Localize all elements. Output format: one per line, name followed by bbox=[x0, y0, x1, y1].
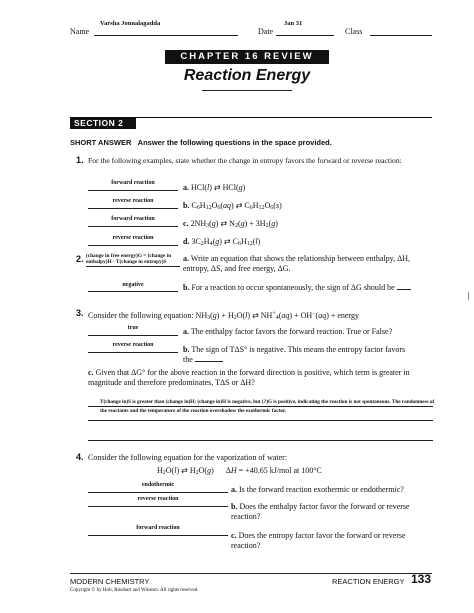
date-label: Date bbox=[258, 27, 274, 36]
class-label: Class bbox=[345, 27, 363, 36]
name-label: Name bbox=[70, 27, 90, 36]
q1-number: 1. bbox=[76, 155, 84, 165]
q2-number: 2. bbox=[76, 254, 84, 264]
q1b-item: b. C6H12O6(aq) ⇄ C6H12O6(s) bbox=[183, 201, 282, 211]
q1b-answer: reverse reaction bbox=[112, 198, 154, 204]
q3a-text: a. The enthalpy factor favors the forward reaction. True or False? bbox=[183, 327, 393, 336]
q3b-text: b. The sign of TΔS° is negative. This means the entropy factor favors the bbox=[183, 345, 406, 364]
q4-number: 4. bbox=[76, 452, 84, 462]
footer-left: MODERN CHEMISTRY bbox=[70, 577, 150, 586]
q4b-answer: reverse reaction bbox=[137, 496, 179, 502]
footer-right: REACTION ENERGY bbox=[332, 577, 405, 586]
q4a-text: a. Is the forward reaction exothermic or endothermic? bbox=[231, 485, 404, 494]
q2b-text: b. For a reaction to occur spontaneously, the sign of ΔG should be bbox=[183, 283, 435, 293]
q1a-item: a. HCl(l) ⇄ HCl(g) bbox=[183, 183, 246, 192]
q3c-text: c. Given that ΔG° for the above reaction in the forward direction is positive, which term is greater in magnitude and therefore predominates, TΔS or ΔH? bbox=[88, 368, 410, 387]
copyright: Copyright © by Holt, Rinehart and Winston. All rights reserved. bbox=[70, 588, 199, 593]
q1d-answer: reverse reaction bbox=[112, 235, 154, 241]
q1a-answer: forward reaction bbox=[111, 180, 155, 186]
q3c-answer: T(change in)S is greater than (change in)H; (change in)H is negative, but (?)G is positive, indicating the reaction is not spontaneous. The randomness of the reactants and the temperature of the reaction overshadow the exothermic factor. bbox=[100, 399, 435, 414]
date-value: Jan 31 bbox=[284, 20, 303, 27]
short-answer-heading: SHORT ANSWER Answer the following questions in the space provided. bbox=[70, 138, 332, 147]
section-label: SECTION 2 bbox=[70, 117, 136, 129]
q3a-answer: true bbox=[127, 325, 139, 331]
q3-text: Consider the following equation: NH3(g) + H2O(l) ⇄ NH+4(aq) + OH−(aq) + energy bbox=[88, 311, 359, 321]
q2a-text: a. Write an equation that shows the relationship between enthalpy, ΔH, entropy, ΔS, and free energy, ΔG. bbox=[183, 254, 410, 273]
q3-number: 3. bbox=[76, 308, 84, 318]
q4c-text: c. Does the entropy factor favor the forward or reverse reaction? bbox=[231, 531, 406, 550]
q1-text: For the following examples, state whether the change in entropy favors the forward or reverse reaction: bbox=[88, 156, 402, 165]
q4a-answer: endothermic bbox=[141, 482, 175, 488]
q2a-answer: (change in free energy)G = (change in enthalpy)H - T(change in entropy)S bbox=[86, 253, 172, 266]
page-number: 133 bbox=[411, 572, 432, 586]
q4b-text: b. Does the enthalpy factor favor the forward or reverse reaction? bbox=[231, 502, 410, 521]
q1d-item: d. 3C2H4(g) ⇄ C6H12(l) bbox=[183, 237, 261, 247]
q2b-answer: negative bbox=[122, 282, 144, 288]
chapter-title: Reaction Energy bbox=[183, 67, 311, 84]
q4c-answer: forward reaction bbox=[136, 525, 180, 531]
edge-mark bbox=[468, 292, 469, 300]
q3b-answer: reverse reaction bbox=[112, 342, 154, 348]
q4-equation: H2O(l) ⇄ H2O(g) ΔH = +40.65 kJ/mol at 100°C bbox=[157, 466, 322, 476]
chapter-banner: CHAPTER 16 REVIEW bbox=[165, 50, 329, 64]
name-value: Varsha Jonnalagadda bbox=[100, 20, 161, 27]
q4-text: Consider the following equation for the vaporization of water: bbox=[88, 453, 288, 462]
q1c-answer: forward reaction bbox=[111, 216, 155, 222]
q1c-item: c. 2NH3(g) ⇄ N2(g) + 3H2(g) bbox=[183, 219, 278, 229]
